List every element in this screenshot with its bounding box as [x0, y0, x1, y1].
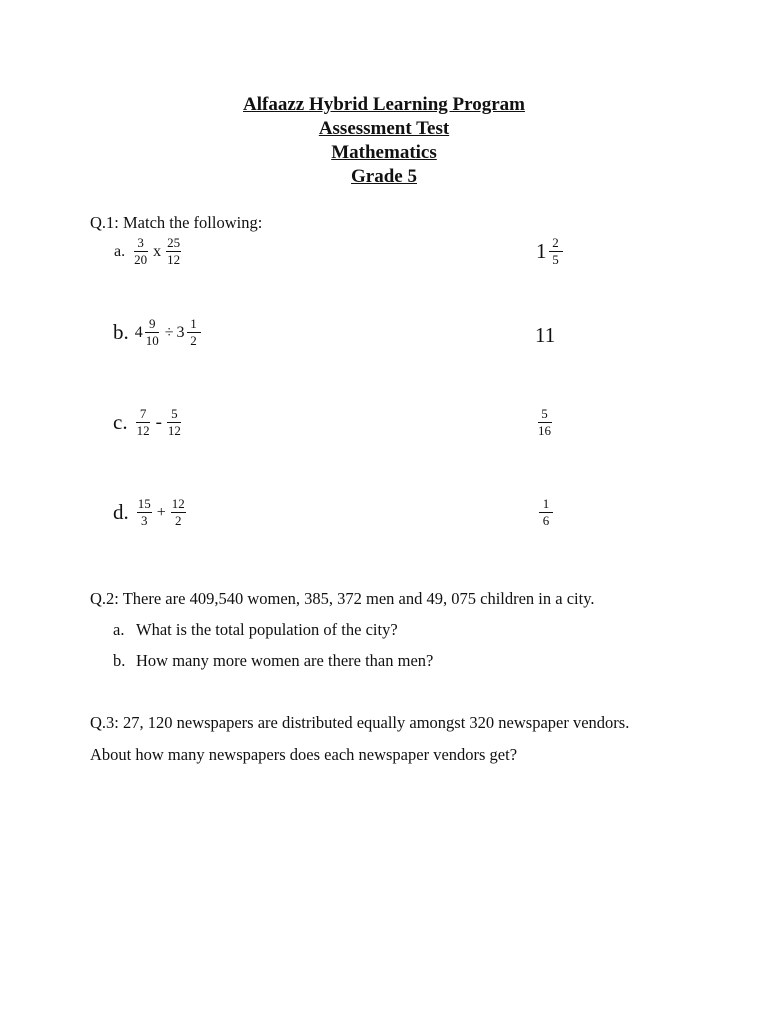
q1-item-b — [113, 317, 203, 348]
q1-d-label: d. — [113, 500, 129, 524]
program-title: Alfaazz Hybrid Learning Program — [243, 94, 525, 115]
denominator: 16 — [538, 423, 551, 438]
q2-text: Q.2: There are 409,540 women, 385, 372 men and 49, 075 children in a city. — [90, 589, 595, 608]
whole-number: 3 — [176, 323, 185, 341]
q1-a-fraction-2 — [166, 236, 181, 267]
q1-d-operator: + — [156, 503, 166, 521]
numerator: 1 — [539, 497, 553, 513]
denominator: 12 — [167, 423, 181, 438]
q1-answer-3 — [535, 407, 554, 438]
numerator: 3 — [134, 236, 148, 252]
q1-d-fraction-1 — [137, 497, 152, 528]
denominator: 20 — [134, 252, 148, 267]
q1-c-operator: - — [155, 411, 162, 433]
q1-b-mixed-1 — [135, 317, 162, 348]
q2-a-label: a. — [113, 620, 125, 639]
q1-c-fraction-1 — [136, 407, 151, 438]
q1-b-mixed-2 — [177, 317, 203, 348]
q1-c-fraction-2 — [167, 407, 182, 438]
q2-b-label: b. — [113, 651, 126, 670]
denominator: 12 — [136, 423, 150, 438]
answer-fraction — [539, 497, 553, 528]
numerator: 12 — [171, 496, 185, 511]
answer-fraction — [537, 407, 552, 438]
q1-answer-1 — [536, 236, 565, 267]
q1-c-label: c. — [113, 410, 128, 434]
q1-item-c — [113, 407, 184, 438]
q1-a-operator: x — [153, 242, 162, 260]
numerator: 25 — [167, 235, 181, 250]
q1-a-fraction-1 — [133, 236, 148, 267]
numerator: 9 — [145, 317, 159, 333]
q1-item-d — [113, 497, 188, 528]
q1-a-label: a. — [114, 242, 126, 260]
fraction — [187, 317, 201, 348]
answer-fraction — [549, 236, 563, 267]
q1-item-a — [114, 236, 183, 267]
whole-number: 4 — [134, 323, 143, 341]
q1-answer-2: 11 — [535, 323, 556, 347]
q1-b-operator: ÷ — [164, 323, 174, 341]
q1-d-fraction-2 — [171, 497, 186, 528]
q2-b-text: How many more women are there than men? — [136, 651, 434, 670]
q2-a-text: What is the total population of the city? — [136, 620, 398, 639]
q1-answer-4 — [537, 497, 555, 528]
denominator: 6 — [542, 513, 550, 528]
whole-number: 1 — [536, 239, 547, 263]
numerator: 5 — [167, 407, 181, 423]
denominator: 5 — [552, 252, 559, 267]
denominator: 2 — [175, 513, 182, 528]
numerator: 15 — [137, 496, 151, 511]
q3-line-2: About how many newspapers does each newspaper vendors get? — [90, 745, 518, 764]
grade-title: Grade 5 — [351, 166, 417, 187]
q1-title: Q.1: Match the following: — [90, 213, 263, 232]
denominator: 3 — [141, 513, 148, 528]
subject-title: Mathematics — [331, 142, 437, 163]
q3-line-1: Q.3: 27, 120 newspapers are distributed equally amongst 320 newspaper vendors. — [90, 713, 630, 732]
fraction — [145, 317, 160, 348]
test-title: Assessment Test — [318, 118, 450, 139]
q1-b-label: b. — [113, 320, 129, 344]
denominator: 12 — [167, 252, 181, 267]
numerator: 1 — [187, 317, 201, 333]
denominator: 10 — [145, 333, 159, 348]
numerator: 2 — [549, 236, 563, 252]
numerator: 5 — [538, 407, 552, 423]
denominator: 2 — [190, 333, 197, 348]
document-header — [0, 93, 768, 189]
numerator: 7 — [136, 407, 150, 423]
